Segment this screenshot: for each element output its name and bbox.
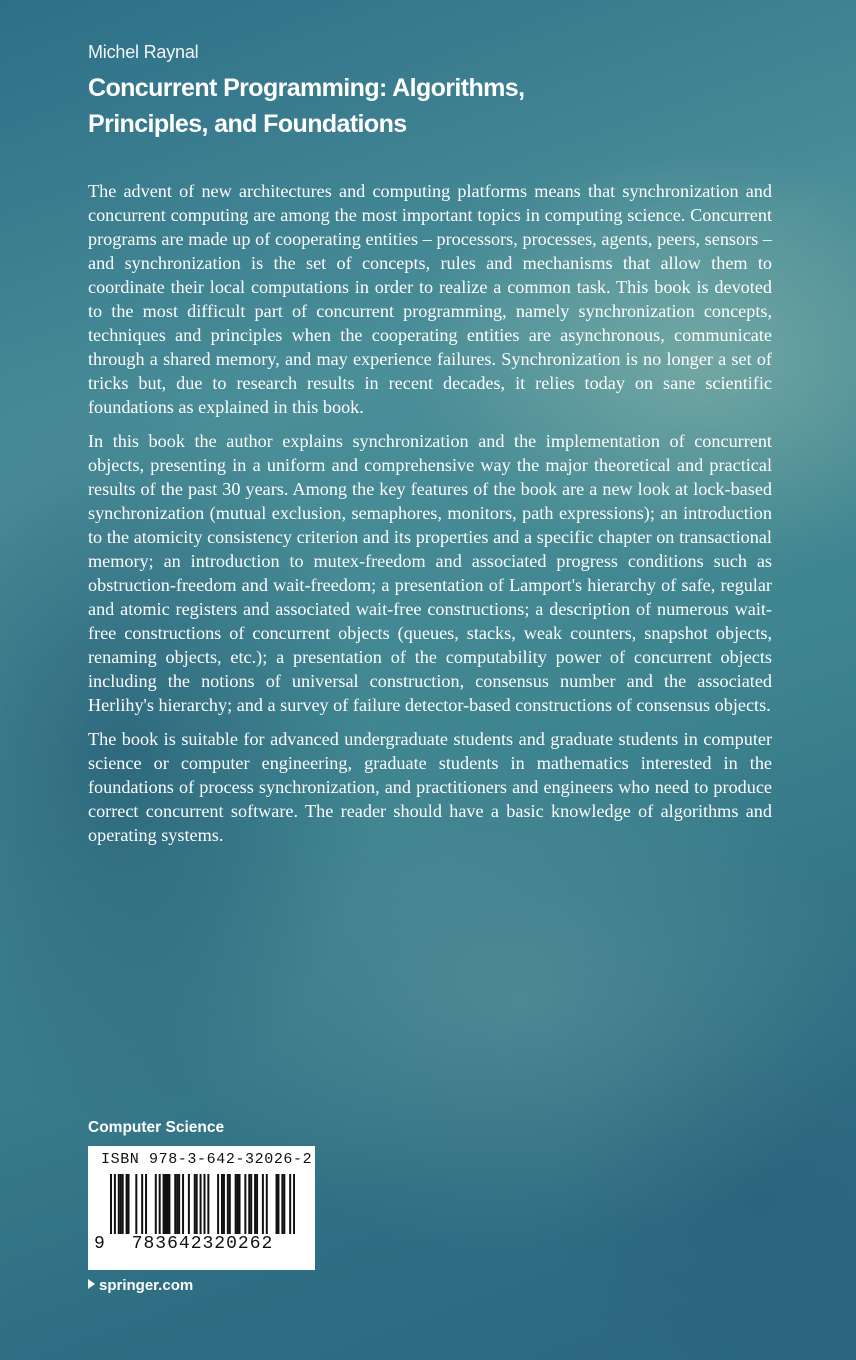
barcode-bar bbox=[188, 1174, 190, 1234]
barcode-bar bbox=[145, 1174, 147, 1234]
blurb bbox=[88, 179, 772, 857]
blurb-paragraph-2: In this book the author explains synchronization and the implementation of concurrent objects, presenting in a uniform and comprehensive way the major theoretical and practical results of the past 30 years. Among the key features of the book are a new look at lock-based synchronization (mutual exclusion, semaphores, monitors, path expressions); an introduction to the atomicity consistency criterion and its properties and a specific chapter on transactional memory; an introduction to mutex-freedom and associated progress conditions such as obstruction-freedom and wait-freedom; a presentation of Lamport's hierarchy of safe, regular and atomic registers and associated wait-free constructions; a description of numerous wait-free constructions of concurrent objects (queues, stacks, weak counters, snapshot objects, renaming objects, etc.); a presentation of the computability power of concurrent objects including the notions of universal construction, consensus number and the associated Herlihy's hierarchy; and a survey of failure detector-based constructions of consensus objects. bbox=[88, 431, 772, 715]
barcode-bar bbox=[165, 1174, 167, 1234]
barcode-bar bbox=[174, 1174, 176, 1234]
barcode-bar bbox=[248, 1174, 250, 1234]
barcode-bar bbox=[256, 1174, 258, 1234]
springer-link[interactable] bbox=[88, 1277, 193, 1294]
book-title bbox=[88, 70, 808, 142]
barcode-bar bbox=[196, 1174, 198, 1234]
barcode-bar bbox=[166, 1174, 168, 1234]
barcode-bar bbox=[227, 1174, 229, 1234]
barcode-bar bbox=[141, 1174, 143, 1234]
book-title-line-1: Concurrent Programming: Algorithms, bbox=[88, 74, 525, 102]
barcode-bar bbox=[235, 1174, 237, 1234]
barcode-bar bbox=[250, 1174, 252, 1234]
barcode-bar bbox=[283, 1174, 285, 1234]
blurb-paragraph-3: The book is suitable for advanced undergraduate students and graduate students in computer science or computer engineering, graduate students in mathematics interested in the foundations of process synchronization, and practitioners and engineers who need to produce correct concurrent software. The reader should have a basic knowledge of algorithms and operating systems. bbox=[88, 729, 772, 845]
barcode-bar bbox=[221, 1174, 223, 1234]
barcode-bar bbox=[262, 1174, 264, 1234]
barcode-bar bbox=[159, 1174, 161, 1234]
barcode-bar bbox=[223, 1174, 225, 1234]
barcode-bar bbox=[128, 1174, 130, 1234]
barcode-bar bbox=[178, 1174, 180, 1234]
barcode-bar bbox=[229, 1174, 231, 1234]
barcode-bar bbox=[217, 1174, 219, 1234]
isbn-label: ISBN 978-3-642-32026-2 bbox=[101, 1151, 313, 1168]
barcode-bar bbox=[281, 1174, 283, 1234]
barcode-bar bbox=[207, 1174, 209, 1234]
subject-category: Computer Science bbox=[88, 1119, 225, 1136]
book-title-line-2: Principles, and Foundations bbox=[88, 110, 407, 138]
barcode-bar bbox=[176, 1174, 178, 1234]
barcode-bar bbox=[237, 1174, 239, 1234]
barcode-bar bbox=[168, 1174, 170, 1234]
triangle-arrow-icon bbox=[88, 1279, 95, 1289]
ean-first-digit: 9 bbox=[94, 1234, 105, 1254]
barcode-bar bbox=[120, 1174, 122, 1234]
barcode-bar bbox=[276, 1174, 278, 1234]
barcode-bar bbox=[182, 1174, 184, 1234]
barcode-bar bbox=[118, 1174, 120, 1234]
springer-link-text[interactable]: springer.com bbox=[99, 1277, 194, 1294]
barcode-bar bbox=[126, 1174, 128, 1234]
blurb-paragraph-1: The advent of new architectures and computing platforms means that synchronization and concurrent computing are among the most important topics in computing science. Concurrent programs are made up of cooperating entities – processors, processes, agents, peers, sensors – and synchronization is the set of concepts, rules and mechanisms that allow them to coordinate their local computations in order to realize a common task. This book is devoted to the most difficult part of concurrent programming, namely synchronization concepts, techniques and principles when the cooperating entities are asynchronous, communicate through a shared memory, and may experience failures. Synchronization is no longer a set of tricks but, due to research results in recent decades, it relies today on sane scientific foundations as explained in this book. bbox=[88, 181, 772, 417]
barcode-bar bbox=[122, 1174, 124, 1234]
barcode-bar bbox=[239, 1174, 241, 1234]
barcode-bar bbox=[163, 1174, 165, 1234]
barcode-bar bbox=[244, 1174, 246, 1234]
barcode-bar bbox=[135, 1174, 137, 1234]
barcode-bar bbox=[254, 1174, 256, 1234]
isbn-barcode bbox=[88, 1146, 315, 1270]
barcode-bar bbox=[266, 1174, 268, 1234]
author-name: Michel Raynal bbox=[88, 42, 199, 62]
barcode-bar bbox=[194, 1174, 196, 1234]
ean-digits: 783642320262 bbox=[110, 1234, 295, 1254]
barcode-bar bbox=[277, 1174, 279, 1234]
barcode-bar bbox=[155, 1174, 157, 1234]
